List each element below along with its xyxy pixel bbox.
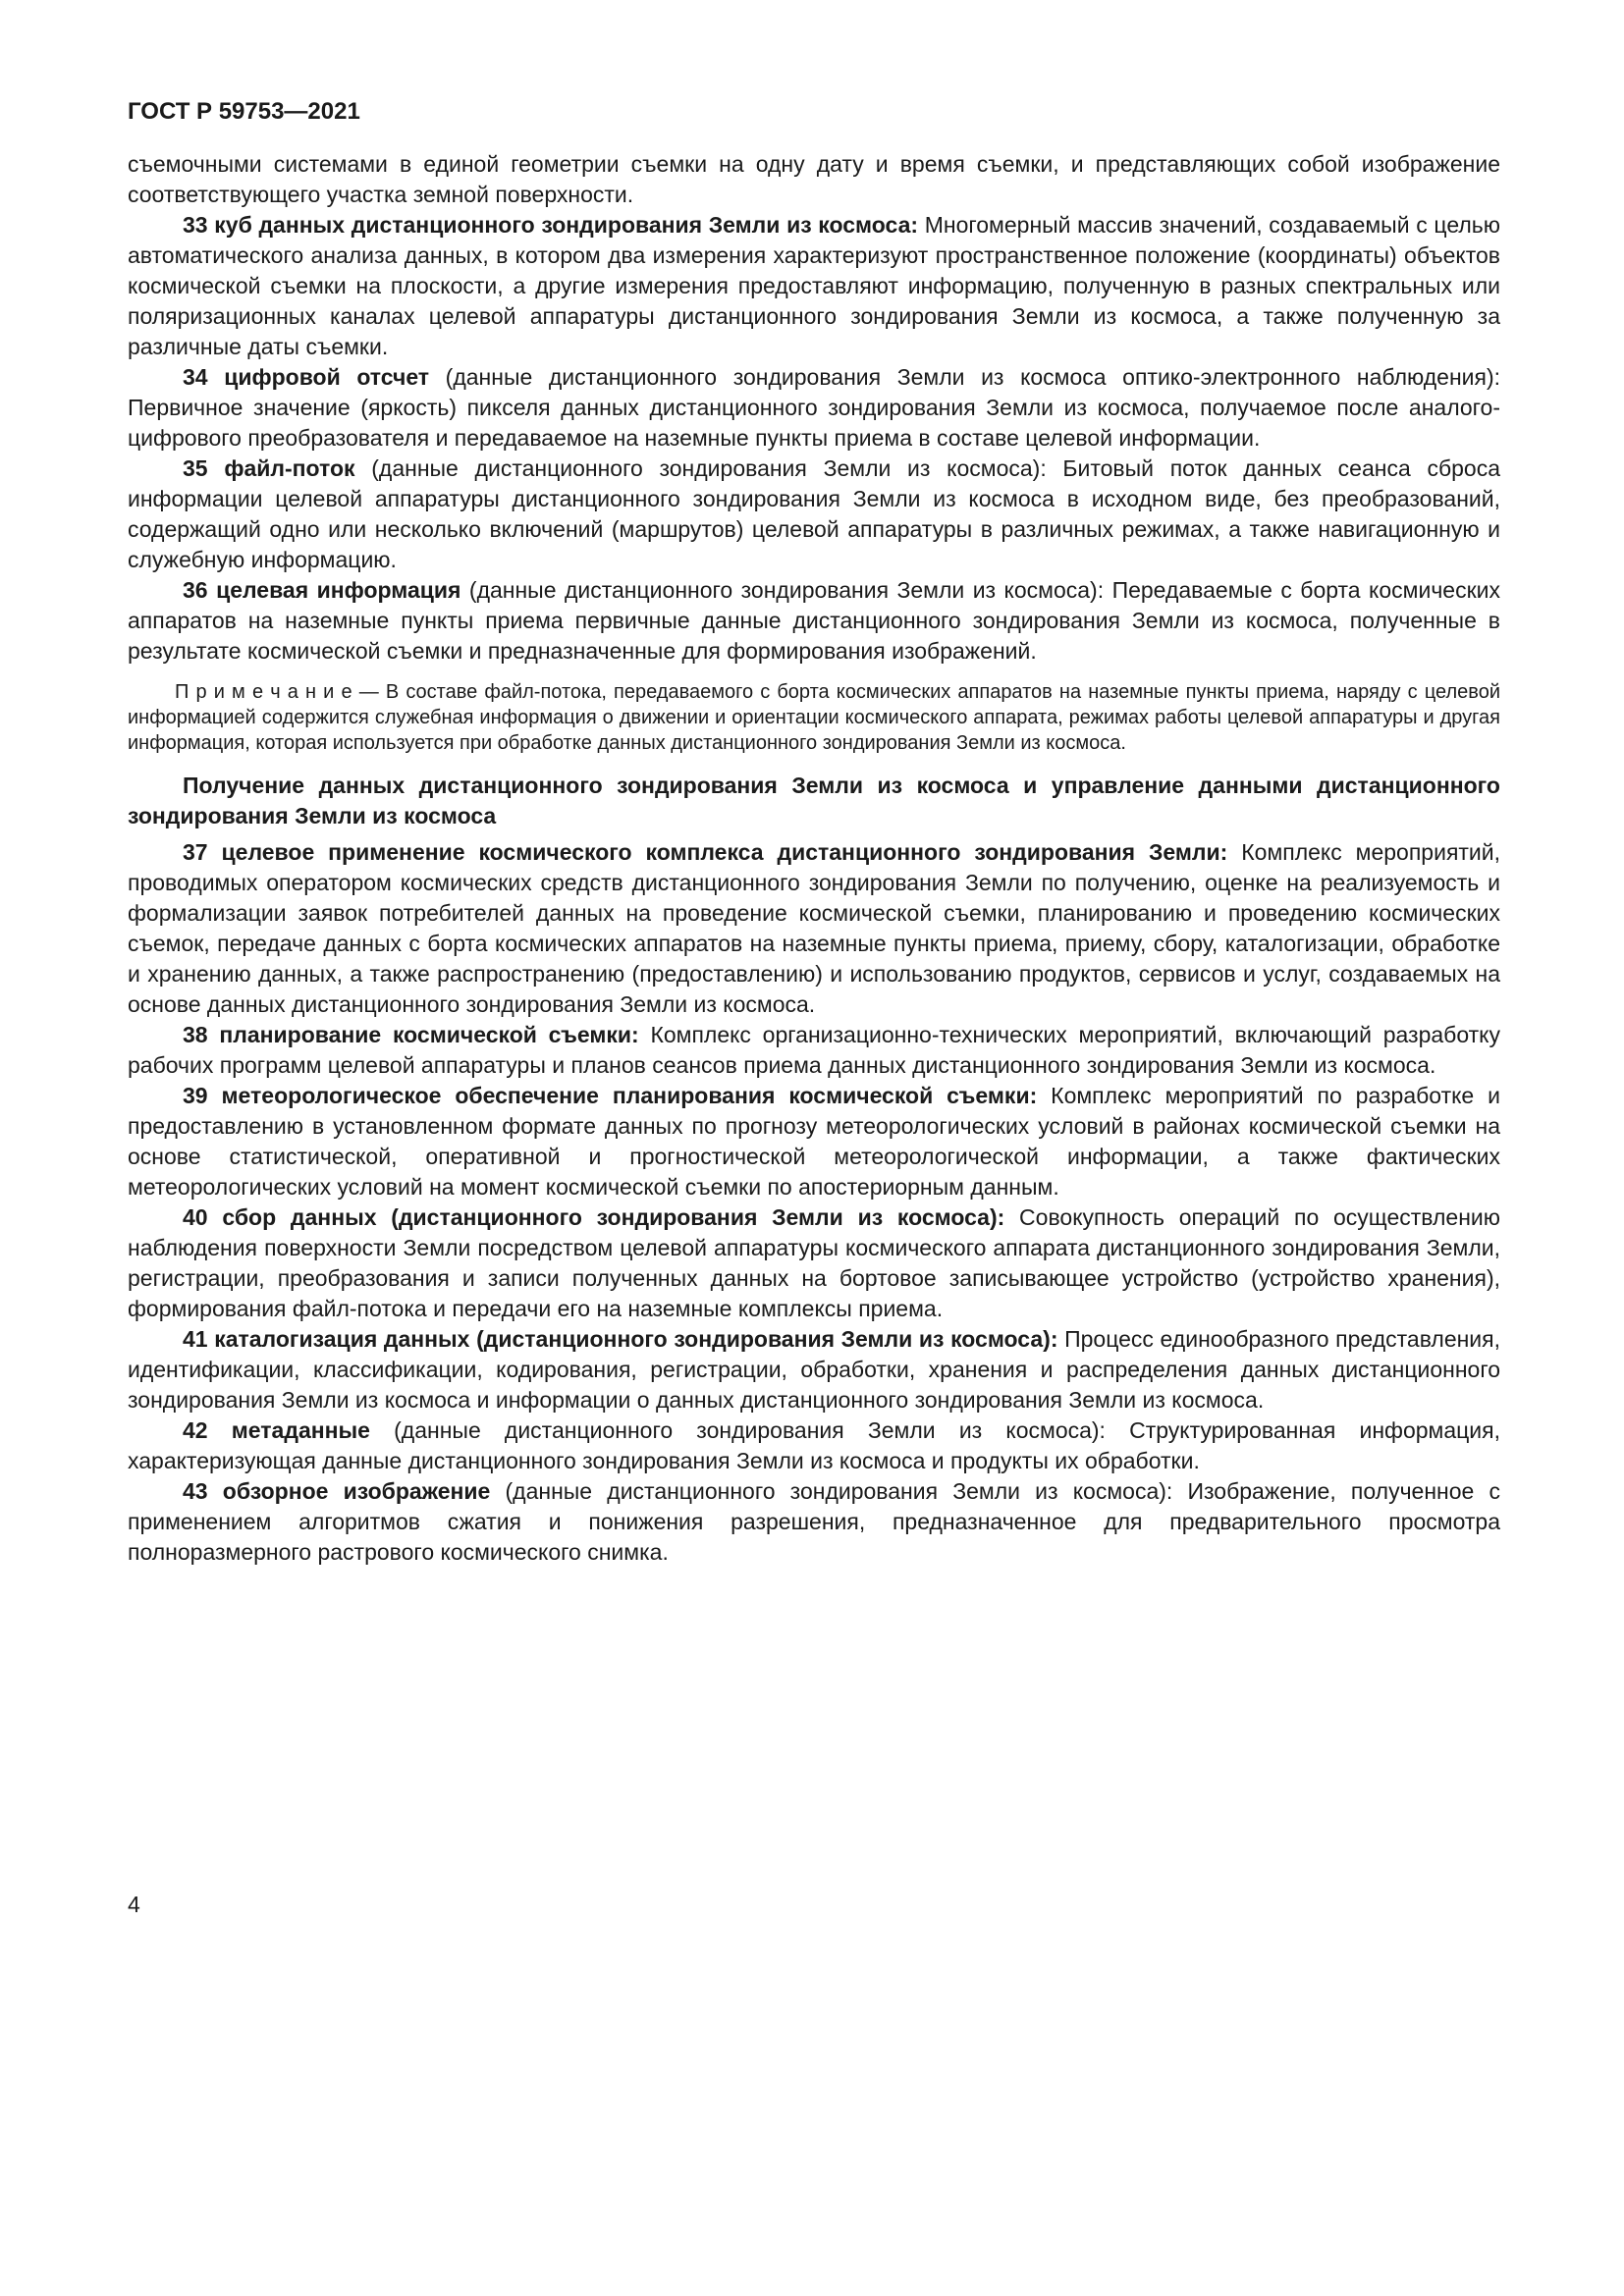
continuation-paragraph: съемочными системами в единой геометрии съемки на одну дату и время съемки, и представляющих собой изображение соответствующего участка земной поверхности.	[128, 151, 1500, 207]
note-paragraph: П р и м е ч а н и е — В составе файл-потока, передаваемого с борта космических аппаратов на наземные пункты приема, наряду с целевой информацией содержится служебная информация о движении и ориентации космического аппарата, режимах работы целевой аппаратуры и другая информация, которая используется при обработке данных дистанционного зондирования Земли из космоса.	[128, 681, 1500, 754]
term-number: 38	[183, 1022, 208, 1047]
term-title: обзорное изображение	[222, 1478, 491, 1504]
term-37-label	[183, 839, 1227, 865]
term-definition: Комплекс мероприятий, проводимых оператором космических средств дистанционного зондирования Земли по получению, оценке на реализуемость и формализации заявок потребителей данных на проведение космической съемки, планированию и проведению космических съемок, передаче данных с борта космических аппаратов на наземные пункты приема, приему, сбору, каталогизации, обработке и хранению данных, а также распространению (предоставлению) и использованию продуктов, сервисов и услуг, создаваемых на основе данных дистанционного зондирования Земли из космоса.	[128, 839, 1501, 1017]
term-number: 40	[183, 1204, 208, 1230]
term-definition: Процесс единообразного представления, идентификации, классификации, кодирования, регистрации, обработки, хранения и распределения данных дистанционного зондирования Земли из космоса и информации о данных дистанционного зондирования Земли из космоса.	[128, 1326, 1500, 1413]
term-number: 41	[183, 1326, 208, 1352]
term-title: целевое применение космического комплекса дистанционного зондирования Земли:	[221, 839, 1228, 865]
term-definition: (данные дистанционного зондирования Земли из космоса оптико-электронного наблюдения): Первичное значение (яркость) пикселя данных дистанционного зондирования Земли из космоса, получаемое после аналого-цифрового преобразователя и передаваемое на наземные пункты приема в составе целевой информации.	[128, 364, 1500, 451]
term-39-label	[183, 1083, 1037, 1108]
page-number: 4	[128, 1892, 140, 1917]
term-number: 33	[183, 212, 208, 238]
term-paragraph-38	[128, 1020, 1500, 1081]
term-definition: (данные дистанционного зондирования Земли из космоса): Изображение, полученное с применением алгоритмов сжатия и понижения разрешения, предназначенное для предварительного просмотра полноразмерного растрового космического снимка.	[128, 1478, 1501, 1565]
term-paragraph-33	[128, 210, 1500, 362]
term-title: целевая информация	[216, 577, 461, 603]
term-paragraph-39	[128, 1081, 1500, 1202]
term-paragraph-34	[128, 362, 1500, 454]
term-definition: (данные дистанционного зондирования Земли из космоса): Битовый поток данных сеанса сброса информации целевой аппаратуры дистанционного зондирования Земли из космоса в исходном виде, без преобразований, содержащий одно или несколько включений (маршрутов) целевой аппаратуры в различных режимах, а также навигационную и служебную информацию.	[128, 455, 1500, 572]
term-paragraph-35	[128, 454, 1500, 575]
term-36-label	[183, 577, 460, 603]
term-number: 34	[183, 364, 208, 390]
term-35-label	[183, 455, 355, 481]
term-number: 37	[183, 839, 208, 865]
term-number: 36	[183, 577, 208, 603]
term-34-label	[183, 364, 429, 390]
term-title: планирование космической съемки:	[219, 1022, 639, 1047]
term-paragraph-43	[128, 1476, 1500, 1568]
term-title: сбор данных (дистанционного зондирования Земли из космоса):	[222, 1204, 1005, 1230]
term-paragraph-40	[128, 1202, 1500, 1324]
term-number: 43	[183, 1478, 208, 1504]
term-paragraph-37	[128, 837, 1500, 1020]
term-title: метаданные	[231, 1417, 370, 1443]
term-title: файл-поток	[224, 455, 355, 481]
term-definition: (данные дистанционного зондирования Земли из космоса): Структурированная информация, характеризующая данные дистанционного зондирования Земли из космоса и продукты их обработки.	[128, 1417, 1500, 1473]
term-title: метеорологическое обеспечение планирования космической съемки:	[221, 1083, 1038, 1108]
term-paragraph-42	[128, 1415, 1500, 1476]
document-code: ГОСТ Р 59753—2021	[128, 98, 360, 125]
term-33-label	[183, 212, 918, 238]
term-title: каталогизация данных (дистанционного зондирования Земли из космоса):	[214, 1326, 1058, 1352]
term-number: 35	[183, 455, 208, 481]
term-number: 39	[183, 1083, 208, 1108]
term-definition: Комплекс организационно-технических мероприятий, включающий разработку рабочих программ целевой аппаратуры и планов сеансов приема данных дистанционного зондирования Земли из космоса.	[128, 1022, 1500, 1078]
term-definition: Совокупность операций по осуществлению наблюдения поверхности Земли посредством целевой аппаратуры космического аппарата дистанционного зондирования Земли, регистрации, преобразования и записи полученных данных на бортовое записывающее устройство (устройство хранения), формирования файл-потока и передачи его на наземные комплексы приема.	[128, 1204, 1500, 1321]
term-41-label	[183, 1326, 1057, 1352]
term-40-label	[183, 1204, 1004, 1230]
term-paragraph-41	[128, 1324, 1500, 1415]
term-definition: Многомерный массив значений, создаваемый с целью автоматического анализа данных, в котором два измерения характеризуют пространственное положение (координаты) объектов космической съемки на плоскости, а другие измерения предоставляют информацию, полученную в разных спектральных или поляризационных каналах целевой аппаратуры дистанционного зондирования Земли из космоса, а также полученную за различные даты съемки.	[128, 212, 1500, 359]
term-38-label	[183, 1022, 639, 1047]
term-definition: Комплекс мероприятий по разработке и предоставлению в установленном формате данных по прогнозу метеорологических условий в районах космической съемки на основе статистической, оперативной и прогностической метеорологической информации, а также фактических метеорологических условий на момент космической съемки по апостериорным данным.	[128, 1083, 1500, 1200]
term-definition: (данные дистанционного зондирования Земли из космоса): Передаваемые с борта космических аппаратов на наземные пункты приема первичные данные дистанционного зондирования Земли из космоса, полученные в результате космической съемки и предназначенные для формирования изображений.	[128, 577, 1501, 664]
document-body	[128, 149, 1500, 1568]
section-heading: Получение данных дистанционного зондирования Земли из космоса и управление данными дистанционного зондирования Земли из космоса	[128, 773, 1500, 828]
term-42-label	[183, 1417, 370, 1443]
term-number: 42	[183, 1417, 208, 1443]
term-title: цифровой отсчет	[224, 364, 430, 390]
term-title: куб данных дистанционного зондирования Земли из космоса:	[214, 212, 919, 238]
term-43-label	[183, 1478, 490, 1504]
term-paragraph-36	[128, 575, 1500, 667]
